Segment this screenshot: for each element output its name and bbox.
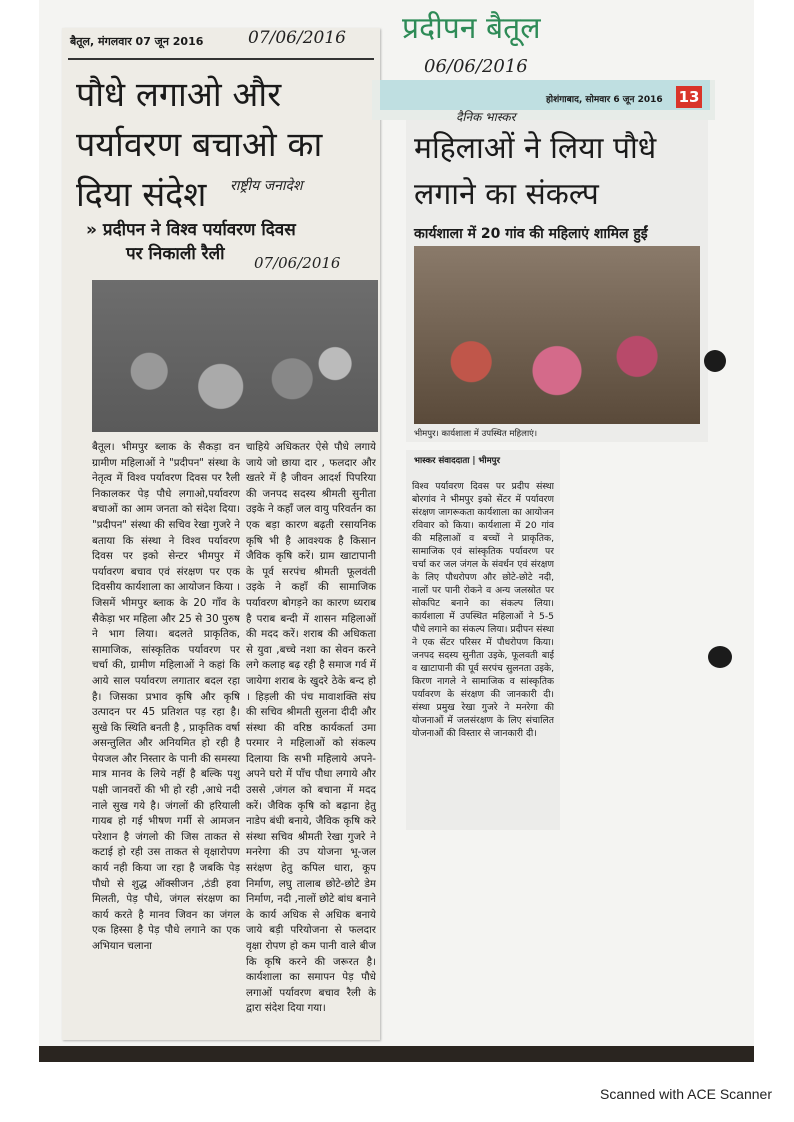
left-headline-line: पौधे लगाओ और [76, 75, 282, 115]
left-top-rule [68, 58, 374, 60]
right-handwritten-date: 06/06/2016 [424, 56, 528, 77]
left-news-clipping [62, 28, 380, 1040]
ink-blot [708, 646, 732, 668]
left-handwritten-date: 07/06/2016 [248, 28, 346, 48]
right-byline: भास्कर संवाददाता | भीमपुर [414, 456, 500, 466]
left-handwritten-date-sub: 07/06/2016 [254, 254, 341, 272]
left-subheadline-line: पर निकाली रैली [126, 244, 225, 264]
right-dateline: होशंगाबाद, सोमवार 6 जून 2016 [546, 95, 663, 105]
right-headline-line: महिलाओं ने लिया पौधे [414, 131, 657, 166]
scan-bottom-edge [39, 1046, 754, 1062]
right-handwritten-title: प्रदीपन बैतूल [402, 11, 541, 46]
left-headline-line: दिया संदेश [76, 175, 207, 215]
right-body-text: विश्व पर्यावरण दिवस पर प्रदीप संस्था बोरगांव ने भीमपुर इको सेंटर में पर्यावरण संरक्षण जागरूकता कार्यशाला का आयोजन रविवार को किया। कार्यशाला में 20 गांव की महिलाओं व बच्चों ने प्राकृतिक, सामाजिक एवं सांस्कृतिक पर्यावरण पर चर्चा कर जल जंगल के संवर्धन एवं संरक्षण के लिए पौधरोपण और छोटे-छोटे नदी, नालों पर पानी रोकने व अन्य जलस्रोत पर सोकपिट बनाने का संकल्प लिया। कार्यशाला में उपस्थित महिलाओं ने 5-5 पौधे लगाने का संकल्प लिया। प्रदीपन संस्था ने एक सेंटर परिसर में पौधरोपण किया। जनपद सदस्य सुनीता उइके, फूलवती बाई व खाटापानी की पूर्व सरपंच सुलनता उइके, किरण नागले ने सामाजिक व सांस्कृतिक पर्यावरण के संरक्षण की जानकारी दी। संस्था प्रमुख रेखा गुजरे ने मनरेगा की योजनाओं में जलसंरक्षण के लिए संचालित योजनाओं की विस्तार से जानकारी दी। [412, 481, 554, 739]
right-headline-line: लगाने का संकल्प [414, 177, 599, 212]
page-number-badge: 13 [676, 86, 702, 108]
left-dateline: बैतूल, मंगलवार 07 जून 2016 [70, 35, 204, 48]
right-article-photo [414, 246, 700, 424]
left-body-column-1: बैतूल। भीमपुर ब्लाक के सैकड़ा वन ग्रामीण महिलाओं ने "प्रदीपन" संस्था के नेतृत्व में विश्व पर्यावरण दिवस पर रैली निकालकर पेड़ पौधे लगाओ,पर्यावरण बचाओं का आम जनता को संदेश दिया। "प्रदीपन" संस्था की सचिव रेखा गुजरे ने बताया कि संस्था ने विश्व पर्यावरण दिवस पर इको सेन्टर भीमपुर में पर्यावरण बचाव एवं संरक्षण पर एक दिवसीय कार्यशाला का आयोजन किया । जिसमें भीमपुर ब्लाक के 20 गाँव के सैकेड़ा भर महिला और 25 से 30 पुरुष ने भाग लिया। बदलते प्राकृतिक, सामाजिक, सांस्कृतिक पर्यावरण पर चर्चा की, ग्रामीण महिलाओं ने कहां कि आये साल पर्यावरण लगातार बदल रहा है। जिसका प्रभाव कृषि और कृषि उत्पादन पर 45 प्रतिशत पड़ रहा है। सुखे कि स्थिति बनती है , प्राकृतिक वर्षा असन्तुलित और अनियमित हो रही है पेयजल और निस्तार के पानी की समस्या मात्र मानव के लिये नहीं है बल्कि पशु पक्षी जानवरों की भी हो रही ,आधे नदी नाले सुख गये है। जंगलों की हरियाली गायब हो गई भीषण गर्मी से आमजन परेशान है जंगलो की जिस ताकत से कटाई हो रही उस ताकत से वृक्षारोपण कार्य नही किया जा रहा है जबकि पेड़ पौधो से शुद्ध ऑक्सीजन ,ठंडी हवा मिलती, पेड़ पौधे, जंगल संरक्षण का कार्य करते है मानव जिवन का जंगल एक हिस्सा है पेड़ पौधे लगाने का एक अभियान चलाना [92, 441, 240, 952]
left-article-photo [92, 280, 378, 432]
left-handwritten-source: राष्ट्रीय जनादेश [230, 178, 303, 194]
left-subheadline-line: » प्रदीपन ने विश्व पर्यावरण दिवस [86, 220, 296, 240]
right-photo-caption: भीमपुर। कार्यशाला में उपस्थित महिलाएं। [414, 429, 538, 439]
right-subheadline: कार्यशाला में 20 गांव की महिलाएं शामिल हुईं [414, 226, 648, 242]
left-headline [76, 70, 372, 220]
scanner-footer: Scanned with ACE Scanner [600, 1086, 772, 1102]
right-headline [414, 126, 704, 218]
left-body-column-2: चाहिये अधिकतर ऐसे पौधे लगाये जाये जो छाया दार , फलदार और खतरे में है जीवन आदर्श पिपरिया की जनपद सदस्य श्रीमती सुनीता उइके ने कहाँ जल वायु परिवर्तन का एक बड़ा कारण बढ़ती रसायनिक कृषि भी है आवश्यक है किसान जैविक कृषि करें। ग्राम खाटापानी के पूर्व सरपंच श्रीमती फूलवंती उइके ने कहाँ की सामाजिक पर्यावरण बोगड़ने का कारण ध्यराब है पराब बन्दी में शासन महिलाओं की मदद करें। शराब की अधिकता से युवा ,बच्चे नशा का सेवन करने लगे कलाह बढ़ रही है समाज गर्व में जायेगा शराब के खुदरे ठेके बन्द हो । हिड़ली की पंच मावाशक्ति संघ की सचिव श्रीमती सुलना दीदी और संस्था की वरिष्ठ कार्यकर्ता उमा परमार ने महिलाओं को संकल्प दिलाया कि सभी महिलाये अपने-अपने घरो में पाँच पौधा लगाये और उससे ,जंगल को बचाना में मदद करें। जैविक कृषि को बढ़ाना हेतु नाडेप बंधी बनाये, जैविक कृषि करे संस्था सचिव श्रीमती रेखा गुजरे ने मनरेगा की उप योजना भू-जल सरंक्षण हेतु कपिल धारा, कूप निर्माण, लघु तालाब छोटे-छोटे डेम निर्माण, नदी ,नालों छोटे बांध बनाने के कार्य अधिक से अधिक बनाये जाये बड़ी परियोजना से फलदार वृक्षा रोपण हो कम पानी वाले बीज कि कृषि करने की जरूरत है। कार्यशाला का समापन पेड़ पौधे लगाओं पर्यावरण बचाव रैली के द्वारा संदेश दिया गया। [246, 441, 376, 1015]
right-handwritten-source: दैनिक भास्कर [456, 110, 516, 124]
ink-blot [704, 350, 726, 372]
left-headline-line: पर्यावरण बचाओ का [76, 125, 323, 165]
